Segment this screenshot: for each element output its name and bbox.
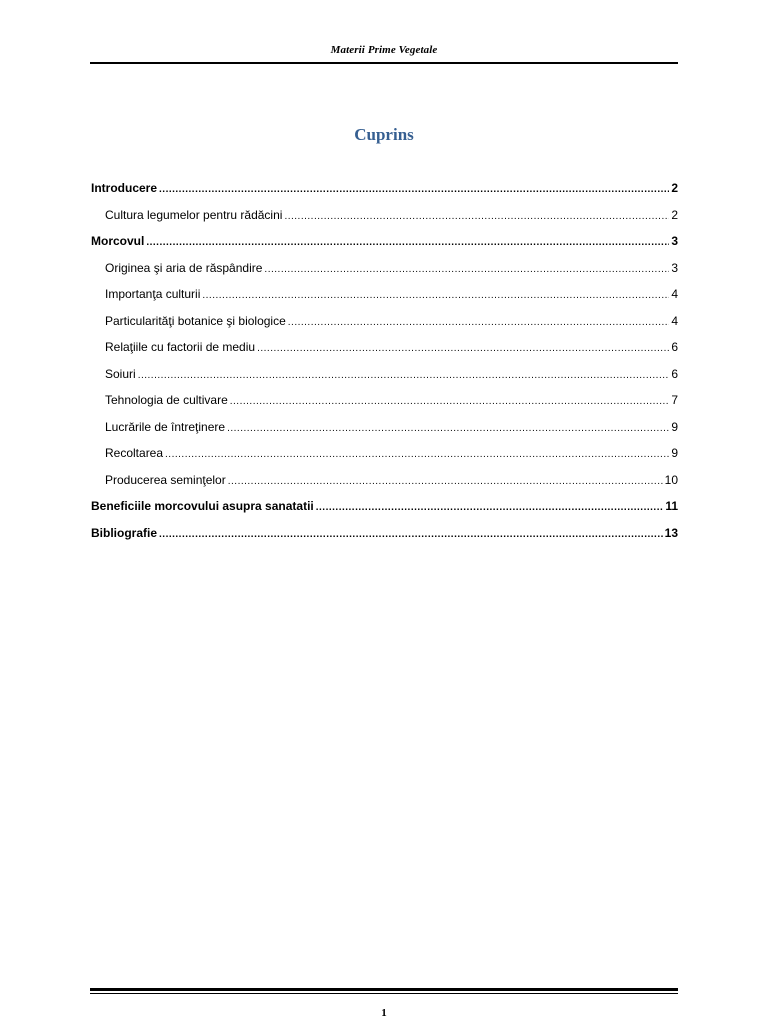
toc-entry-soiuri[interactable] <box>90 367 678 394</box>
toc-entry-page: 6 <box>671 340 678 354</box>
toc-entry-page: 7 <box>671 393 678 407</box>
page-number: 1 <box>381 1007 387 1019</box>
dot-leader <box>264 264 669 275</box>
dot-leader <box>316 502 664 513</box>
toc-entry-page: 3 <box>671 234 678 248</box>
toc-entry-label: Particularităţi botanice şi biologice <box>105 313 286 328</box>
toc-entry-morcovul[interactable] <box>90 234 678 261</box>
toc-entry-page: 4 <box>671 313 678 328</box>
dot-leader <box>284 211 669 222</box>
toc-entry-page: 4 <box>671 287 678 301</box>
footer-rule-thin <box>90 993 678 994</box>
dot-leader <box>159 529 663 540</box>
header-rule <box>90 62 678 64</box>
dot-leader <box>202 290 669 301</box>
toc-entry-label: Recoltarea <box>105 446 164 460</box>
toc-entry-page: 3 <box>671 260 678 275</box>
dot-leader <box>227 423 669 434</box>
toc-entry-page: 2 <box>671 207 678 222</box>
toc-entry-importanta[interactable] <box>90 287 678 314</box>
dot-leader <box>138 370 670 381</box>
dot-leader <box>146 237 669 248</box>
toc-entry-page: 9 <box>671 419 678 434</box>
toc-entry-label: Introducere <box>91 181 158 195</box>
toc-entry-label: Relaţiile cu factorii de mediu <box>105 340 256 354</box>
toc-entry-originea[interactable] <box>90 261 678 288</box>
toc-entry-page: 6 <box>671 366 678 381</box>
toc-entry-producerea[interactable] <box>90 473 678 500</box>
footer-rule <box>90 988 678 991</box>
toc-entry-label: Tehnologia de cultivare <box>105 393 228 407</box>
dot-leader <box>257 343 669 354</box>
toc-entry-label: Importanţa culturii <box>105 287 201 301</box>
dot-leader <box>165 449 669 460</box>
table-of-contents <box>90 181 678 552</box>
dot-leader <box>228 476 663 487</box>
dot-leader <box>288 317 670 328</box>
toc-entry-label: Soiuri <box>105 366 136 381</box>
toc-entry-cultura-legumelor[interactable] <box>90 208 678 235</box>
toc-entry-introducere[interactable] <box>90 181 678 208</box>
toc-entry-label: Cultura legumelor pentru rădăcini <box>105 207 283 222</box>
toc-entry-particularitati[interactable] <box>90 314 678 341</box>
toc-entry-page: 11 <box>665 499 678 513</box>
toc-entry-label: Beneficiile morcovului asupra sanatatii <box>91 499 314 513</box>
toc-entry-label: Bibliografie <box>91 525 158 540</box>
toc-entry-label: Lucrările de întreţinere <box>105 419 226 434</box>
toc-entry-label: Originea şi aria de răspândire <box>105 260 263 275</box>
toc-entry-page: 13 <box>664 525 678 540</box>
toc-entry-label: Producerea seminţelor <box>105 472 226 487</box>
toc-entry-label: Morcovul <box>91 234 145 248</box>
toc-entry-beneficiile[interactable] <box>90 499 678 526</box>
toc-entry-page: 10 <box>664 472 678 487</box>
toc-title: Cuprins <box>354 125 414 144</box>
toc-entry-lucrarile[interactable] <box>90 420 678 447</box>
toc-entry-page: 9 <box>671 446 678 460</box>
dot-leader <box>230 396 670 407</box>
toc-entry-relatiile[interactable] <box>90 340 678 367</box>
toc-entry-page: 2 <box>671 181 678 195</box>
running-header: Materii Prime Vegetale <box>330 44 438 56</box>
toc-entry-recoltarea[interactable] <box>90 446 678 473</box>
toc-entry-bibliografie[interactable] <box>90 526 678 553</box>
toc-entry-tehnologia[interactable] <box>90 393 678 420</box>
dot-leader <box>159 184 669 195</box>
